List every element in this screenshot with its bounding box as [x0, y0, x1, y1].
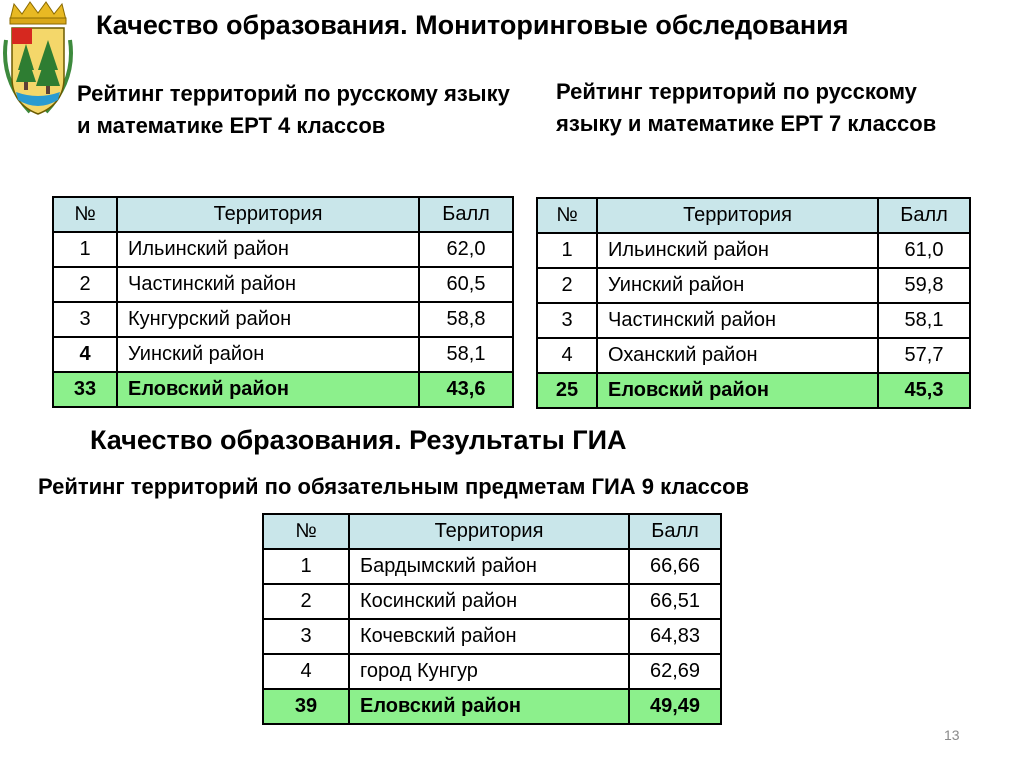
cell-number: 25 [537, 373, 597, 408]
table-header-row [537, 198, 970, 233]
cell-territory: Косинский район [349, 584, 629, 619]
cell-territory: Ильинский район [117, 232, 419, 267]
cell-territory: Бардымский район [349, 549, 629, 584]
table-row [263, 654, 721, 689]
cell-territory: Еловский район [597, 373, 878, 408]
table-row [537, 268, 970, 303]
cell-number: 39 [263, 689, 349, 724]
table-row [537, 303, 970, 338]
gia-rating-table [262, 513, 722, 725]
cell-number: 3 [537, 303, 597, 338]
cell-score: 58,1 [419, 337, 513, 372]
cell-territory: Частинский район [117, 267, 419, 302]
column-header-number: № [263, 514, 349, 549]
column-header-number: № [537, 198, 597, 233]
cell-number: 1 [537, 233, 597, 268]
column-header-number: № [53, 197, 117, 232]
cell-score: 58,8 [419, 302, 513, 337]
cell-score: 61,0 [878, 233, 970, 268]
cell-score: 57,7 [878, 338, 970, 373]
column-header-score: Балл [629, 514, 721, 549]
page-title: Качество образования. Мониторинговые обследования [96, 10, 849, 40]
column-header-score: Балл [419, 197, 513, 232]
gia-section-title: Качество образования. Результаты ГИА [90, 425, 627, 455]
cell-territory: Оханский район [597, 338, 878, 373]
column-header-score: Балл [878, 198, 970, 233]
table-row [537, 338, 970, 373]
cell-territory: Кунгурский район [117, 302, 419, 337]
ept4-subtitle: Рейтинг территорий по русскому языку и математике ЕРТ 4 классов [77, 81, 510, 138]
cell-score: 64,83 [629, 619, 721, 654]
cell-number: 4 [263, 654, 349, 689]
cell-number: 3 [53, 302, 117, 337]
cell-number: 4 [53, 337, 117, 372]
table-header-row [263, 514, 721, 549]
table-row [263, 619, 721, 654]
cell-territory: Кочевский район [349, 619, 629, 654]
cell-number: 33 [53, 372, 117, 407]
column-header-territory: Территория [117, 197, 419, 232]
cell-score: 62,69 [629, 654, 721, 689]
cell-number: 1 [263, 549, 349, 584]
table-row [537, 233, 970, 268]
table-header-row [53, 197, 513, 232]
table-row [53, 267, 513, 302]
cell-score: 45,3 [878, 373, 970, 408]
ept4-rating-table [52, 196, 514, 408]
coat-of-arms-icon [0, 0, 76, 122]
ept7-subtitle: Рейтинг территорий по русскому языку и математике ЕРТ 7 классов [556, 79, 937, 136]
cell-territory: Еловский район [117, 372, 419, 407]
cell-score: 62,0 [419, 232, 513, 267]
table-row [53, 302, 513, 337]
cell-number: 2 [537, 268, 597, 303]
cell-territory: Частинский район [597, 303, 878, 338]
cell-number: 1 [53, 232, 117, 267]
cell-score: 58,1 [878, 303, 970, 338]
table-row [263, 549, 721, 584]
gia-subtitle: Рейтинг территорий по обязательным предметам ГИА 9 классов [38, 474, 750, 499]
highlighted-row [263, 689, 721, 724]
cell-score: 49,49 [629, 689, 721, 724]
cell-score: 66,66 [629, 549, 721, 584]
table-row [53, 337, 513, 372]
page-number: 13 [944, 727, 960, 743]
cell-score: 60,5 [419, 267, 513, 302]
table-row [53, 232, 513, 267]
cell-number: 2 [53, 267, 117, 302]
cell-score: 43,6 [419, 372, 513, 407]
cell-number: 3 [263, 619, 349, 654]
cell-territory: Ильинский район [597, 233, 878, 268]
cell-territory: город Кунгур [349, 654, 629, 689]
cell-territory: Еловский район [349, 689, 629, 724]
cell-score: 66,51 [629, 584, 721, 619]
highlighted-row [537, 373, 970, 408]
highlighted-row [53, 372, 513, 407]
cell-territory: Уинский район [597, 268, 878, 303]
ept7-rating-table [536, 197, 971, 409]
column-header-territory: Территория [597, 198, 878, 233]
column-header-territory: Территория [349, 514, 629, 549]
cell-number: 2 [263, 584, 349, 619]
cell-territory: Уинский район [117, 337, 419, 372]
cell-number: 4 [537, 338, 597, 373]
cell-score: 59,8 [878, 268, 970, 303]
table-row [263, 584, 721, 619]
